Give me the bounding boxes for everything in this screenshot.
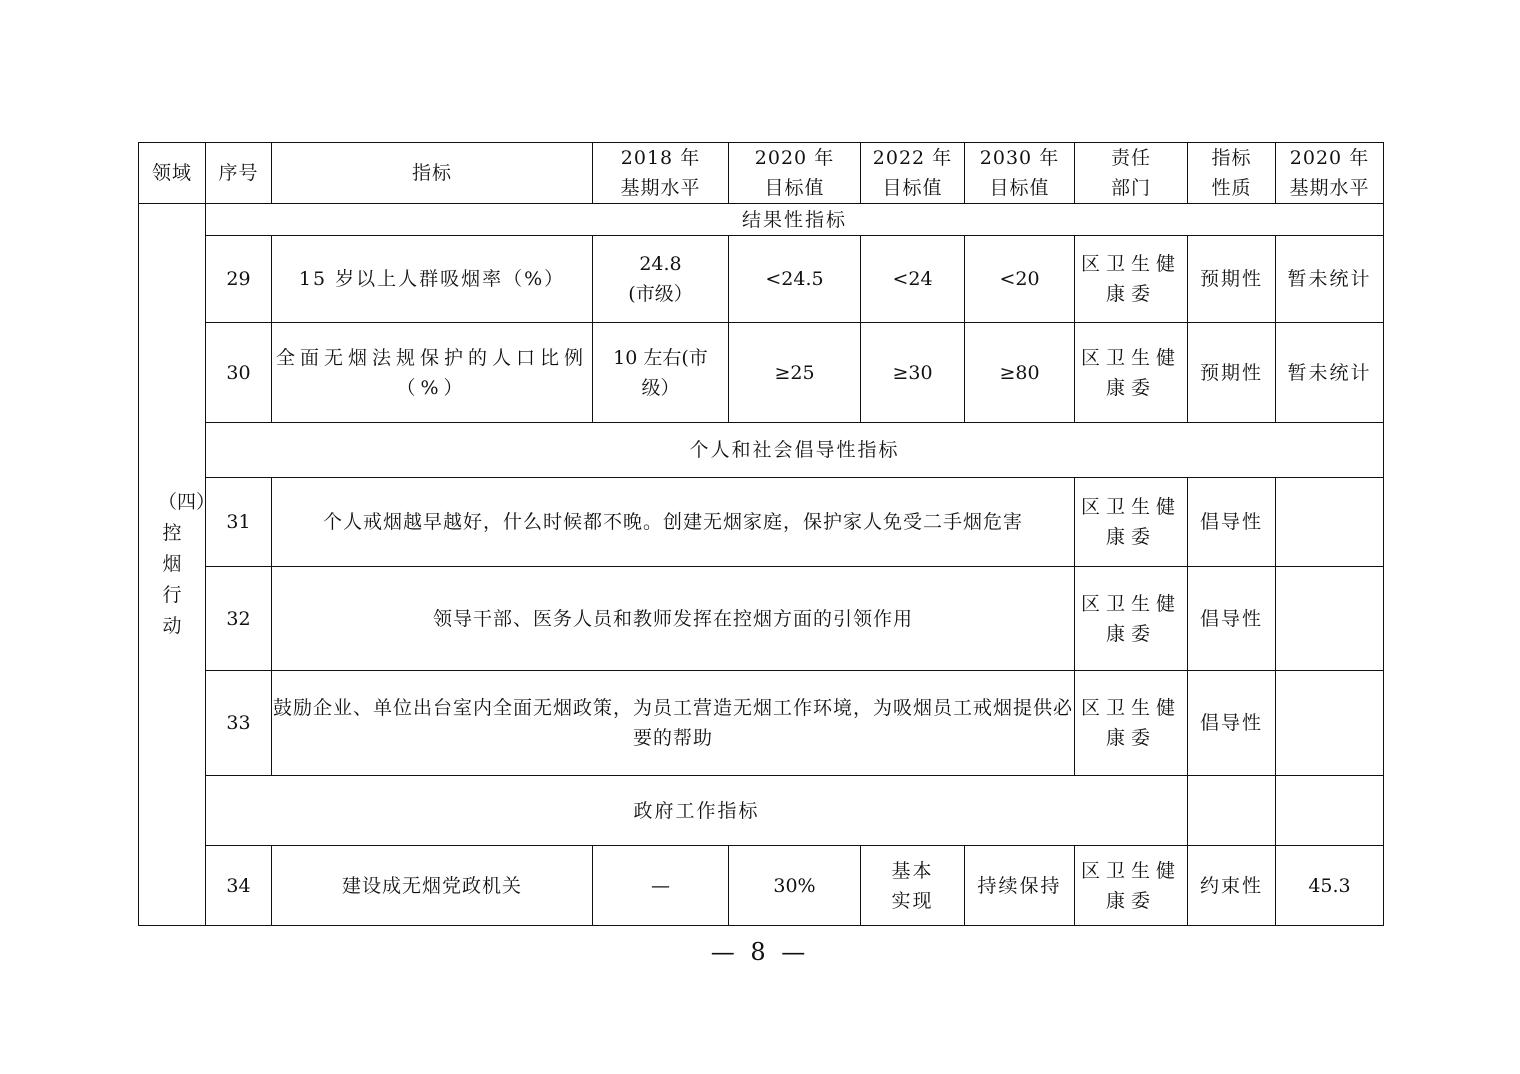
row-seq: 33	[206, 671, 272, 776]
row-dept: 区卫生健康委	[1075, 567, 1188, 671]
header-seq: 序号	[206, 143, 272, 204]
page-number: — 8 —	[710, 938, 810, 966]
section-government-base-cell	[1276, 776, 1384, 846]
table-row	[139, 671, 1384, 776]
header-nature: 指标 性质	[1188, 143, 1276, 204]
row-target-2020: <24.5	[729, 236, 861, 323]
table-row	[139, 846, 1384, 926]
row-nature: 倡导性	[1188, 567, 1276, 671]
domain-cell	[139, 204, 216, 926]
row-base-2018: —	[593, 846, 729, 926]
row-base-2020: 暂未统计	[1276, 236, 1384, 323]
section-government: 政府工作指标	[206, 776, 1188, 846]
row-seq: 32	[206, 567, 272, 671]
row-base-2020: 45.3	[1276, 846, 1384, 926]
section-results: 结果性指标	[206, 204, 1384, 236]
row-indicator: 领导干部、医务人员和教师发挥在控烟方面的引领作用	[272, 567, 1075, 671]
row-nature: 预期性	[1188, 236, 1276, 323]
row-target-2030: 持续保持	[965, 846, 1075, 926]
header-indicator: 指标	[272, 143, 593, 204]
row-target-2020: ≥25	[729, 323, 861, 423]
section-row-results	[139, 204, 1384, 236]
row-indicator: 建设成无烟党政机关	[272, 846, 593, 926]
row-dept: 区卫生健康委	[1075, 478, 1188, 567]
row-dept: 区卫生健康委	[1075, 671, 1188, 776]
row-base-2020	[1276, 567, 1384, 671]
row-nature: 倡导性	[1188, 478, 1276, 567]
row-seq: 29	[206, 236, 272, 323]
row-dept: 区卫生健康委	[1075, 323, 1188, 423]
row-nature: 约束性	[1188, 846, 1276, 926]
row-indicator: 15 岁以上人群吸烟率（%）	[272, 236, 593, 323]
row-indicator: 鼓励企业、单位出台室内全面无烟政策，为员工营造无烟工作环境，为吸烟员工戒烟提供必要的帮助	[272, 671, 1075, 776]
header-base-2020: 2020 年 基期水平	[1276, 143, 1384, 204]
table-row	[139, 323, 1384, 423]
row-base-2018: 10 左右(市级）	[593, 323, 729, 423]
domain-label: （四）控烟行动	[158, 491, 216, 637]
indicator-table-container	[138, 142, 1383, 926]
header-target-2020: 2020 年 目标值	[729, 143, 861, 204]
row-nature: 预期性	[1188, 323, 1276, 423]
row-target-2030: ≥80	[965, 323, 1075, 423]
row-seq: 34	[206, 846, 272, 926]
row-base-2020	[1276, 478, 1384, 567]
row-target-2022: ≥30	[861, 323, 965, 423]
row-base-2020	[1276, 671, 1384, 776]
row-target-2022: 基本 实现	[861, 846, 965, 926]
row-seq: 30	[206, 323, 272, 423]
row-base-2018: 24.8 (市级）	[593, 236, 729, 323]
section-row-advocacy	[139, 423, 1384, 478]
header-dept: 责任 部门	[1075, 143, 1188, 204]
row-dept: 区卫生健康委	[1075, 846, 1188, 926]
row-indicator: 个人戒烟越早越好，什么时候都不晚。创建无烟家庭，保护家人免受二手烟危害	[272, 478, 1075, 567]
row-target-2022: <24	[861, 236, 965, 323]
header-target-2022: 2022 年 目标值	[861, 143, 965, 204]
row-indicator: 全面无烟法规保护的人口比例（%）	[272, 323, 593, 423]
header-base-2018: 2018 年 基期水平	[593, 143, 729, 204]
section-advocacy: 个人和社会倡导性指标	[206, 423, 1384, 478]
row-seq: 31	[206, 478, 272, 567]
row-target-2020: 30%	[729, 846, 861, 926]
header-domain: 领域	[139, 143, 206, 204]
section-row-government	[139, 776, 1384, 846]
row-base-2020: 暂未统计	[1276, 323, 1384, 423]
table-row	[139, 478, 1384, 567]
row-target-2030: <20	[965, 236, 1075, 323]
section-government-nature-cell	[1188, 776, 1276, 846]
indicator-table	[138, 142, 1384, 926]
table-row	[139, 236, 1384, 323]
row-nature: 倡导性	[1188, 671, 1276, 776]
table-header-row	[139, 143, 1384, 204]
header-target-2030: 2030 年 目标值	[965, 143, 1075, 204]
row-dept: 区卫生健康委	[1075, 236, 1188, 323]
table-row	[139, 567, 1384, 671]
